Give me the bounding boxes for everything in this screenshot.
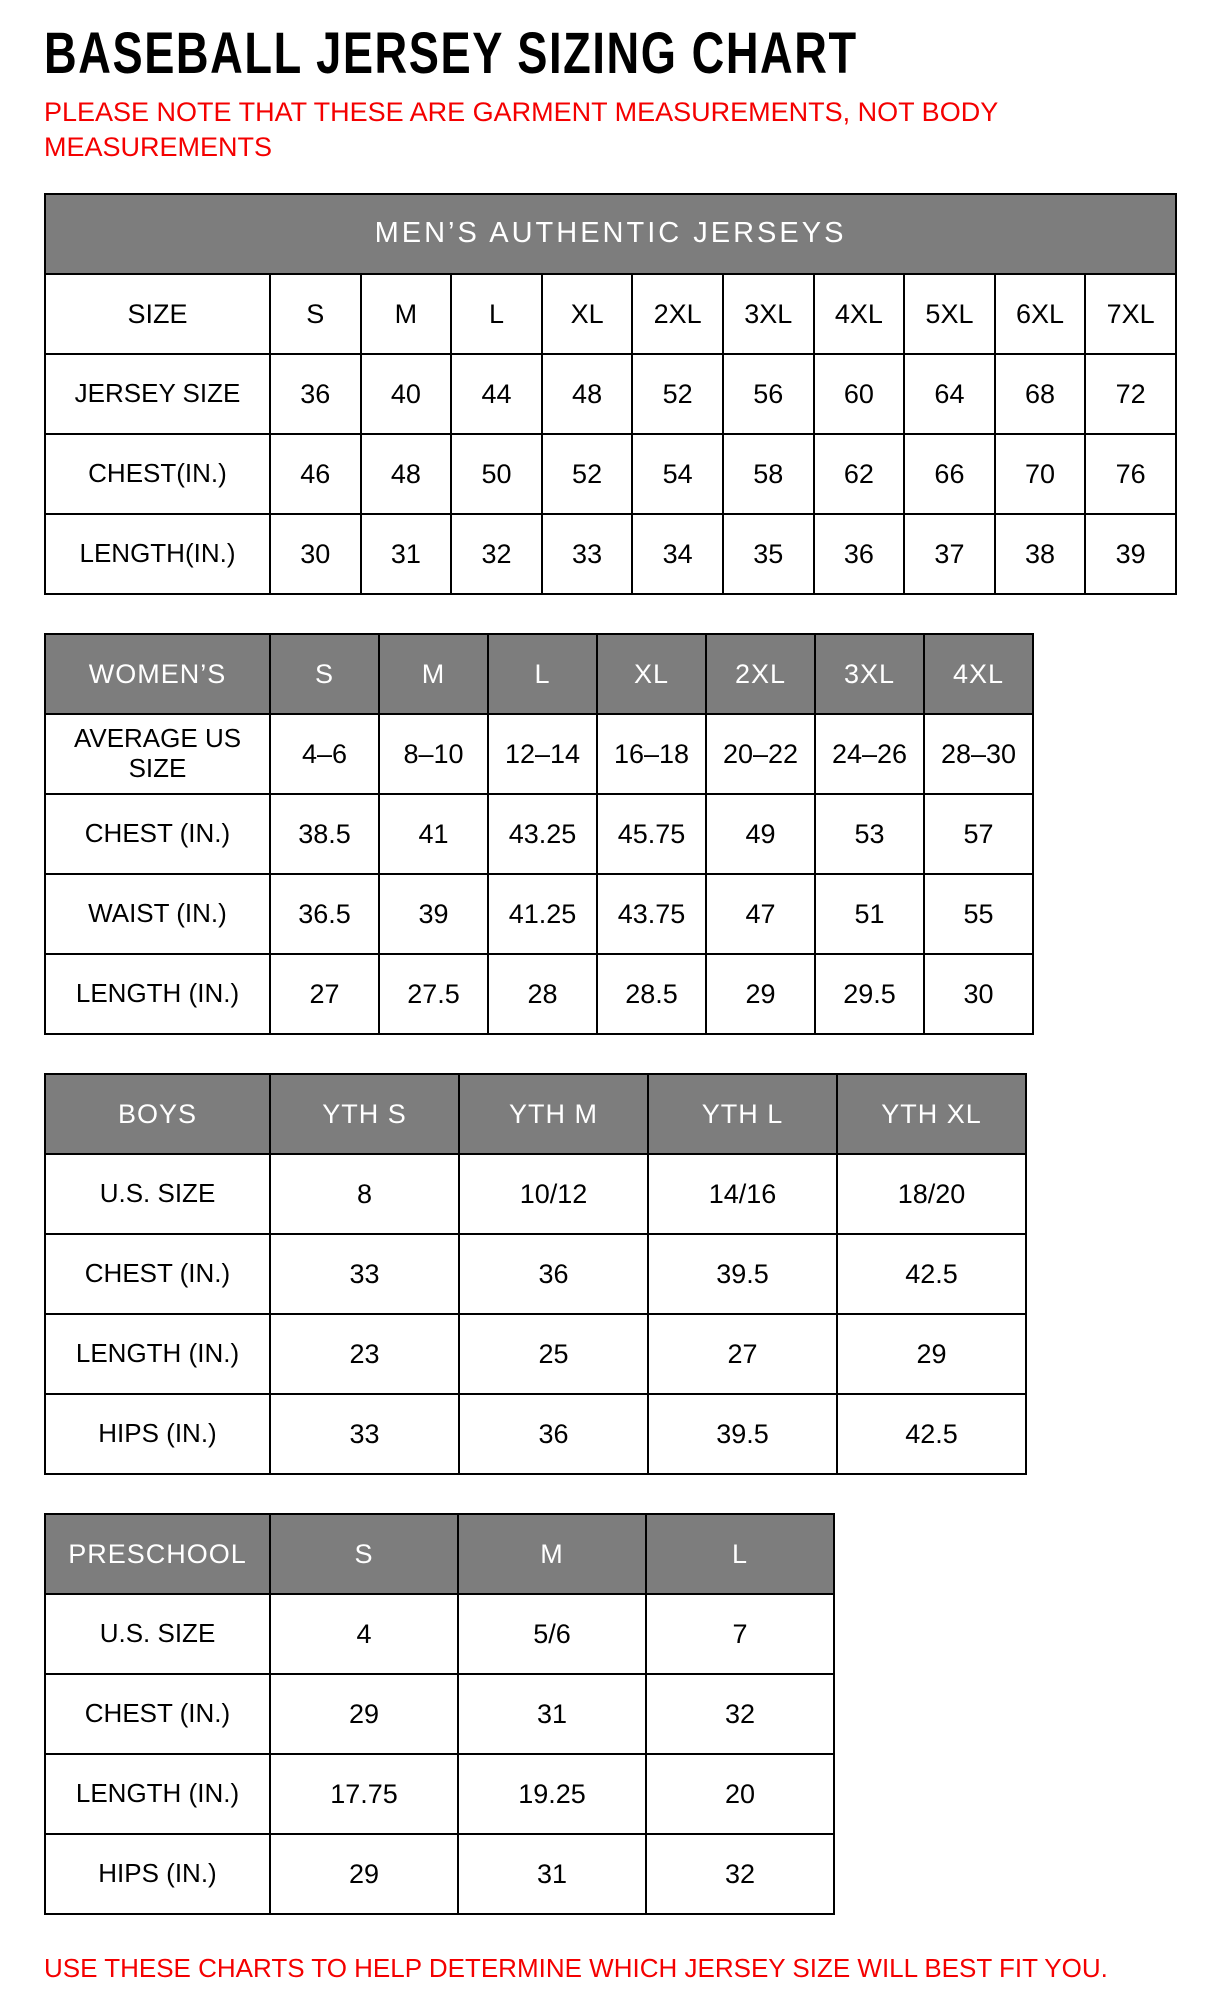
table-row bbox=[45, 1394, 1026, 1474]
row-label: PRESCHOOL bbox=[45, 1514, 270, 1594]
table-row bbox=[45, 354, 1176, 434]
table-cell: 33 bbox=[270, 1234, 459, 1314]
table-cell: 52 bbox=[542, 434, 633, 514]
table-cell: 18/20 bbox=[837, 1154, 1026, 1234]
footer-note: USE THESE CHARTS TO HELP DETERMINE WHICH JERSEY SIZE WILL BEST FIT YOU. bbox=[44, 1953, 1108, 1984]
table-cell: 32 bbox=[646, 1674, 834, 1754]
table-head-row bbox=[45, 1074, 1026, 1154]
row-label: LENGTH (IN.) bbox=[45, 954, 270, 1034]
table-cell: 45.75 bbox=[597, 794, 706, 874]
table-cell: 42.5 bbox=[837, 1394, 1026, 1474]
note-line-2: MEASUREMENTS bbox=[44, 131, 273, 162]
table-row bbox=[45, 874, 1033, 954]
table-cell: 5/6 bbox=[458, 1594, 646, 1674]
row-label: CHEST(IN.) bbox=[45, 434, 270, 514]
column-header: YTH XL bbox=[837, 1074, 1026, 1154]
table-title-row bbox=[45, 194, 1176, 274]
column-header: M bbox=[458, 1514, 646, 1594]
column-header: M bbox=[379, 634, 488, 714]
table-cell: 35 bbox=[723, 514, 814, 594]
table-cell: 68 bbox=[995, 354, 1086, 434]
row-label: CHEST (IN.) bbox=[45, 794, 270, 874]
table-cell: 25 bbox=[459, 1314, 648, 1394]
table-cell: 39 bbox=[379, 874, 488, 954]
table-cell: 64 bbox=[904, 354, 995, 434]
table-cell: 60 bbox=[814, 354, 905, 434]
table-cell: 48 bbox=[361, 434, 452, 514]
table-cell: 43.75 bbox=[597, 874, 706, 954]
table-cell: 37 bbox=[904, 514, 995, 594]
table-cell: 29.5 bbox=[815, 954, 924, 1034]
row-label: WOMEN’S bbox=[45, 634, 270, 714]
womens-sizing-table bbox=[44, 633, 1034, 1035]
row-label: WAIST (IN.) bbox=[45, 874, 270, 954]
row-label: U.S. SIZE bbox=[45, 1154, 270, 1234]
table-cell: 28 bbox=[488, 954, 597, 1034]
table-cell: 31 bbox=[361, 514, 452, 594]
column-header: 7XL bbox=[1085, 274, 1176, 354]
table-cell: 4 bbox=[270, 1594, 458, 1674]
page-title-text: BASEBALL JERSEY SIZING CHART bbox=[44, 21, 858, 86]
table-cell: 44 bbox=[451, 354, 542, 434]
table-row bbox=[45, 1674, 834, 1754]
row-label: LENGTH (IN.) bbox=[45, 1754, 270, 1834]
table-row bbox=[45, 1154, 1026, 1234]
table-cell: 38.5 bbox=[270, 794, 379, 874]
table-cell: 30 bbox=[270, 514, 361, 594]
table-cell: 29 bbox=[706, 954, 815, 1034]
table-cell: 39 bbox=[1085, 514, 1176, 594]
table-cell: 33 bbox=[542, 514, 633, 594]
table-cell: 62 bbox=[814, 434, 905, 514]
table-cell: 49 bbox=[706, 794, 815, 874]
table-cell: 12–14 bbox=[488, 714, 597, 794]
table-cell: 27 bbox=[270, 954, 379, 1034]
table-cell: 43.25 bbox=[488, 794, 597, 874]
table-cell: 7 bbox=[646, 1594, 834, 1674]
column-header: 3XL bbox=[723, 274, 814, 354]
table-row bbox=[45, 1834, 834, 1914]
column-header: L bbox=[488, 634, 597, 714]
table-cell: 47 bbox=[706, 874, 815, 954]
mens-sizing-table bbox=[44, 193, 1177, 595]
table-row bbox=[45, 514, 1176, 594]
table-cell: 36 bbox=[814, 514, 905, 594]
table-row bbox=[45, 1754, 834, 1834]
column-header: M bbox=[361, 274, 452, 354]
table-cell: 10/12 bbox=[459, 1154, 648, 1234]
table-cell: 40 bbox=[361, 354, 452, 434]
table-row bbox=[45, 794, 1033, 874]
table-cell: 28–30 bbox=[924, 714, 1033, 794]
table-head-row bbox=[45, 634, 1033, 714]
table-cell: 72 bbox=[1085, 354, 1176, 434]
table-cell: 76 bbox=[1085, 434, 1176, 514]
column-header: 5XL bbox=[904, 274, 995, 354]
table-cell: 24–26 bbox=[815, 714, 924, 794]
table-cell: 17.75 bbox=[270, 1754, 458, 1834]
table-cell: 33 bbox=[270, 1394, 459, 1474]
table-cell: 48 bbox=[542, 354, 633, 434]
table-cell: 29 bbox=[837, 1314, 1026, 1394]
row-label: SIZE bbox=[45, 274, 270, 354]
row-label: LENGTH (IN.) bbox=[45, 1314, 270, 1394]
table-cell: 32 bbox=[451, 514, 542, 594]
boys-sizing-table bbox=[44, 1073, 1027, 1475]
row-label: BOYS bbox=[45, 1074, 270, 1154]
table-cell: 36.5 bbox=[270, 874, 379, 954]
table-row bbox=[45, 954, 1033, 1034]
table-cell: 36 bbox=[459, 1394, 648, 1474]
table-cell: 54 bbox=[632, 434, 723, 514]
table-row bbox=[45, 1314, 1026, 1394]
column-header: YTH S bbox=[270, 1074, 459, 1154]
table-cell: 19.25 bbox=[458, 1754, 646, 1834]
column-header: XL bbox=[597, 634, 706, 714]
table-cell: 36 bbox=[459, 1234, 648, 1314]
table-cell: 39.5 bbox=[648, 1234, 837, 1314]
table-cell: 8–10 bbox=[379, 714, 488, 794]
table-cell: 42.5 bbox=[837, 1234, 1026, 1314]
table-cell: 51 bbox=[815, 874, 924, 954]
table-cell: 20 bbox=[646, 1754, 834, 1834]
table-cell: 16–18 bbox=[597, 714, 706, 794]
table-cell: 27.5 bbox=[379, 954, 488, 1034]
column-header: YTH L bbox=[648, 1074, 837, 1154]
column-header: S bbox=[270, 274, 361, 354]
table-cell: 70 bbox=[995, 434, 1086, 514]
table-cell: 31 bbox=[458, 1834, 646, 1914]
row-label: CHEST (IN.) bbox=[45, 1234, 270, 1314]
table-title: MEN’S AUTHENTIC JERSEYS bbox=[45, 194, 1176, 274]
row-label: U.S. SIZE bbox=[45, 1594, 270, 1674]
table-cell: 28.5 bbox=[597, 954, 706, 1034]
column-header: XL bbox=[542, 274, 633, 354]
table-cell: 23 bbox=[270, 1314, 459, 1394]
table-head-row bbox=[45, 1514, 834, 1594]
row-label: AVERAGE US SIZE bbox=[45, 714, 270, 794]
table-cell: 41 bbox=[379, 794, 488, 874]
table-cell: 52 bbox=[632, 354, 723, 434]
page-title bbox=[44, 21, 1190, 86]
table-cell: 31 bbox=[458, 1674, 646, 1754]
table-cell: 57 bbox=[924, 794, 1033, 874]
row-label: JERSEY SIZE bbox=[45, 354, 270, 434]
note-line-1: PLEASE NOTE THAT THESE ARE GARMENT MEASUREMENTS, NOT BODY bbox=[44, 96, 999, 127]
table-cell: 14/16 bbox=[648, 1154, 837, 1234]
column-header: 2XL bbox=[706, 634, 815, 714]
row-label: LENGTH(IN.) bbox=[45, 514, 270, 594]
table-cell: 8 bbox=[270, 1154, 459, 1234]
table-cell: 50 bbox=[451, 434, 542, 514]
table-cell: 56 bbox=[723, 354, 814, 434]
table-cell: 66 bbox=[904, 434, 995, 514]
table-cell: 30 bbox=[924, 954, 1033, 1034]
table-row bbox=[45, 1594, 834, 1674]
table-cell: 55 bbox=[924, 874, 1033, 954]
table-row bbox=[45, 434, 1176, 514]
table-cell: 20–22 bbox=[706, 714, 815, 794]
table-cell: 38 bbox=[995, 514, 1086, 594]
column-header: S bbox=[270, 634, 379, 714]
column-header: 4XL bbox=[814, 274, 905, 354]
row-label: HIPS (IN.) bbox=[45, 1394, 270, 1474]
table-cell: 32 bbox=[646, 1834, 834, 1914]
table-cell: 46 bbox=[270, 434, 361, 514]
column-header: L bbox=[646, 1514, 834, 1594]
column-header: S bbox=[270, 1514, 458, 1594]
row-label: CHEST (IN.) bbox=[45, 1674, 270, 1754]
table-cell: 27 bbox=[648, 1314, 837, 1394]
table-cell: 29 bbox=[270, 1834, 458, 1914]
table-cell: 29 bbox=[270, 1674, 458, 1754]
column-header: 2XL bbox=[632, 274, 723, 354]
column-header: 6XL bbox=[995, 274, 1086, 354]
table-cell: 58 bbox=[723, 434, 814, 514]
column-header: L bbox=[451, 274, 542, 354]
table-row bbox=[45, 714, 1033, 794]
table-row bbox=[45, 1234, 1026, 1314]
table-head-row bbox=[45, 274, 1176, 354]
table-cell: 41.25 bbox=[488, 874, 597, 954]
table-cell: 39.5 bbox=[648, 1394, 837, 1474]
preschool-sizing-table bbox=[44, 1513, 835, 1915]
column-header: 3XL bbox=[815, 634, 924, 714]
table-cell: 4–6 bbox=[270, 714, 379, 794]
table-cell: 36 bbox=[270, 354, 361, 434]
table-cell: 53 bbox=[815, 794, 924, 874]
column-header: 4XL bbox=[924, 634, 1033, 714]
table-cell: 34 bbox=[632, 514, 723, 594]
row-label: HIPS (IN.) bbox=[45, 1834, 270, 1914]
garment-measurements-note bbox=[44, 95, 1190, 165]
column-header: YTH M bbox=[459, 1074, 648, 1154]
